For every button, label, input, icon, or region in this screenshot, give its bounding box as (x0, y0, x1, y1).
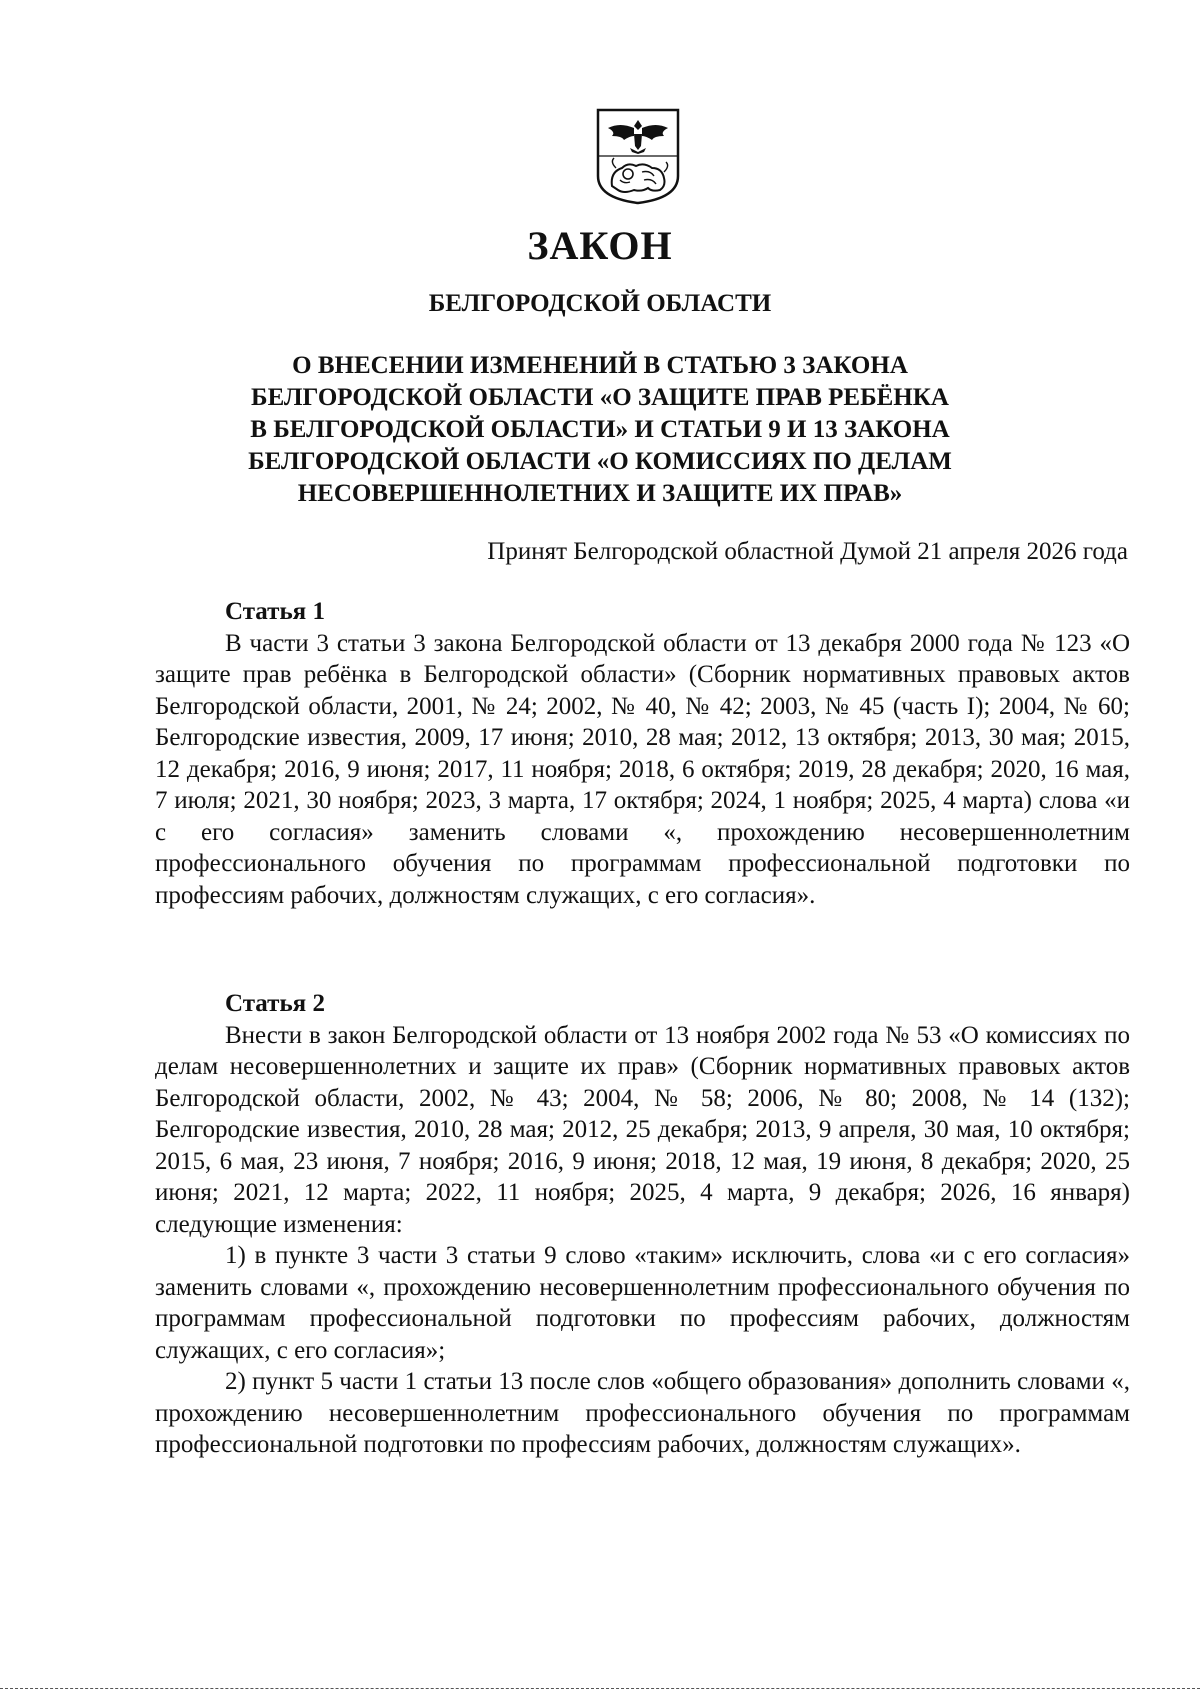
article-2 (155, 988, 1130, 1461)
adoption-line: Принят Белгородской областной Думой 21 апреля 2026 года (487, 538, 1128, 565)
document-title: ЗАКОН (527, 223, 673, 268)
subject-line: БЕЛГОРОДСКОЙ ОБЛАСТИ «О ЗАЩИТЕ ПРАВ РЕБЁНКА (251, 384, 949, 411)
belgorod-coat-of-arms-icon (594, 106, 682, 206)
article-item: 2) пункт 5 части 1 статьи 13 после слов «общего образования» дополнить словами «, прохождению несовершеннолетним профессионального обучения по программам профессиональной подготовки по профессиям рабочих, должностям служащих». (155, 1368, 1130, 1458)
article-1 (155, 596, 1130, 911)
article-heading: Статья 1 (225, 598, 325, 625)
subject-line: В БЕЛГОРОДСКОЙ ОБЛАСТИ» И СТАТЬИ 9 И 13 ЗАКОНА (250, 416, 950, 443)
article-paragraph: Внести в закон Белгородской области от 13 ноября 2002 года № 53 «О комиссиях по делам несовершеннолетних и защите их прав» (Сборник нормативных правовых актов Белгородской области, 2002, № 43; 2004, № 58; 2006, № 80; 2008, № 14 (132); Белгородские известия, 2010, 28 мая; 2012, 25 декабря; 2013, 9 апреля, 30 мая, 10 октября; 2015, 6 мая, 23 июня, 7 ноября; 2016, 9 июня; 2018, 12 мая, 19 июня, 8 декабря; 2020, 25 июня; 2021, 12 марта; 2022, 11 ноября; 2025, 4 марта, 9 декабря; 2026, 16 января) следующие изменения: (155, 1021, 1130, 1238)
subject-line: НЕСОВЕРШЕННОЛЕТНИХ И ЗАЩИТЕ ИХ ПРАВ» (297, 480, 903, 507)
subject-line: О ВНЕСЕНИИ ИЗМЕНЕНИЙ В СТАТЬЮ 3 ЗАКОНА (292, 352, 908, 379)
document-region: БЕЛГОРОДСКОЙ ОБЛАСТИ (428, 290, 772, 317)
subject-line: БЕЛГОРОДСКОЙ ОБЛАСТИ «О КОМИССИЯХ ПО ДЕЛАМ (248, 448, 952, 475)
article-paragraph: В части 3 статьи 3 закона Белгородской области от 13 декабря 2000 года № 123 «О защите прав ребёнка в Белгородской области» (Сборник нормативных правовых актов Белгородской области, 2001, № 24; 2002, № 40, № 42; 2003, № 45 (часть I); 2004, № 60; Белгородские известия, 2009, 17 июня; 2010, 28 мая; 2012, 13 октября; 2013, 30 мая; 2015, 12 декабря; 2016, 9 июня; 2017, 11 ноября; 2018, 6 октября; 2019, 28 декабря; 2020, 16 мая, 7 июля; 2021, 30 ноября; 2023, 3 марта, 17 октября; 2024, 1 ноября; 2025, 4 марта) слова «и с его согласия» заменить словами «, прохождению несовершеннолетним профессионального обучения по программам профессиональной подготовки по профессиям рабочих, должностям служащих, с его согласия». (155, 629, 1130, 909)
scan-bottom-edge (0, 1688, 1200, 1689)
document-subject (0, 350, 1200, 510)
article-item: 1) в пункте 3 части 3 статьи 9 слово «таким» исключить, слова «и с его согласия» заменить словами «, прохождению несовершеннолетним профессионального обучения по программам профессиональной подготовки по профессиям рабочих, должностям служащих, с его согласия»; (155, 1242, 1130, 1364)
article-heading: Статья 2 (225, 990, 325, 1017)
